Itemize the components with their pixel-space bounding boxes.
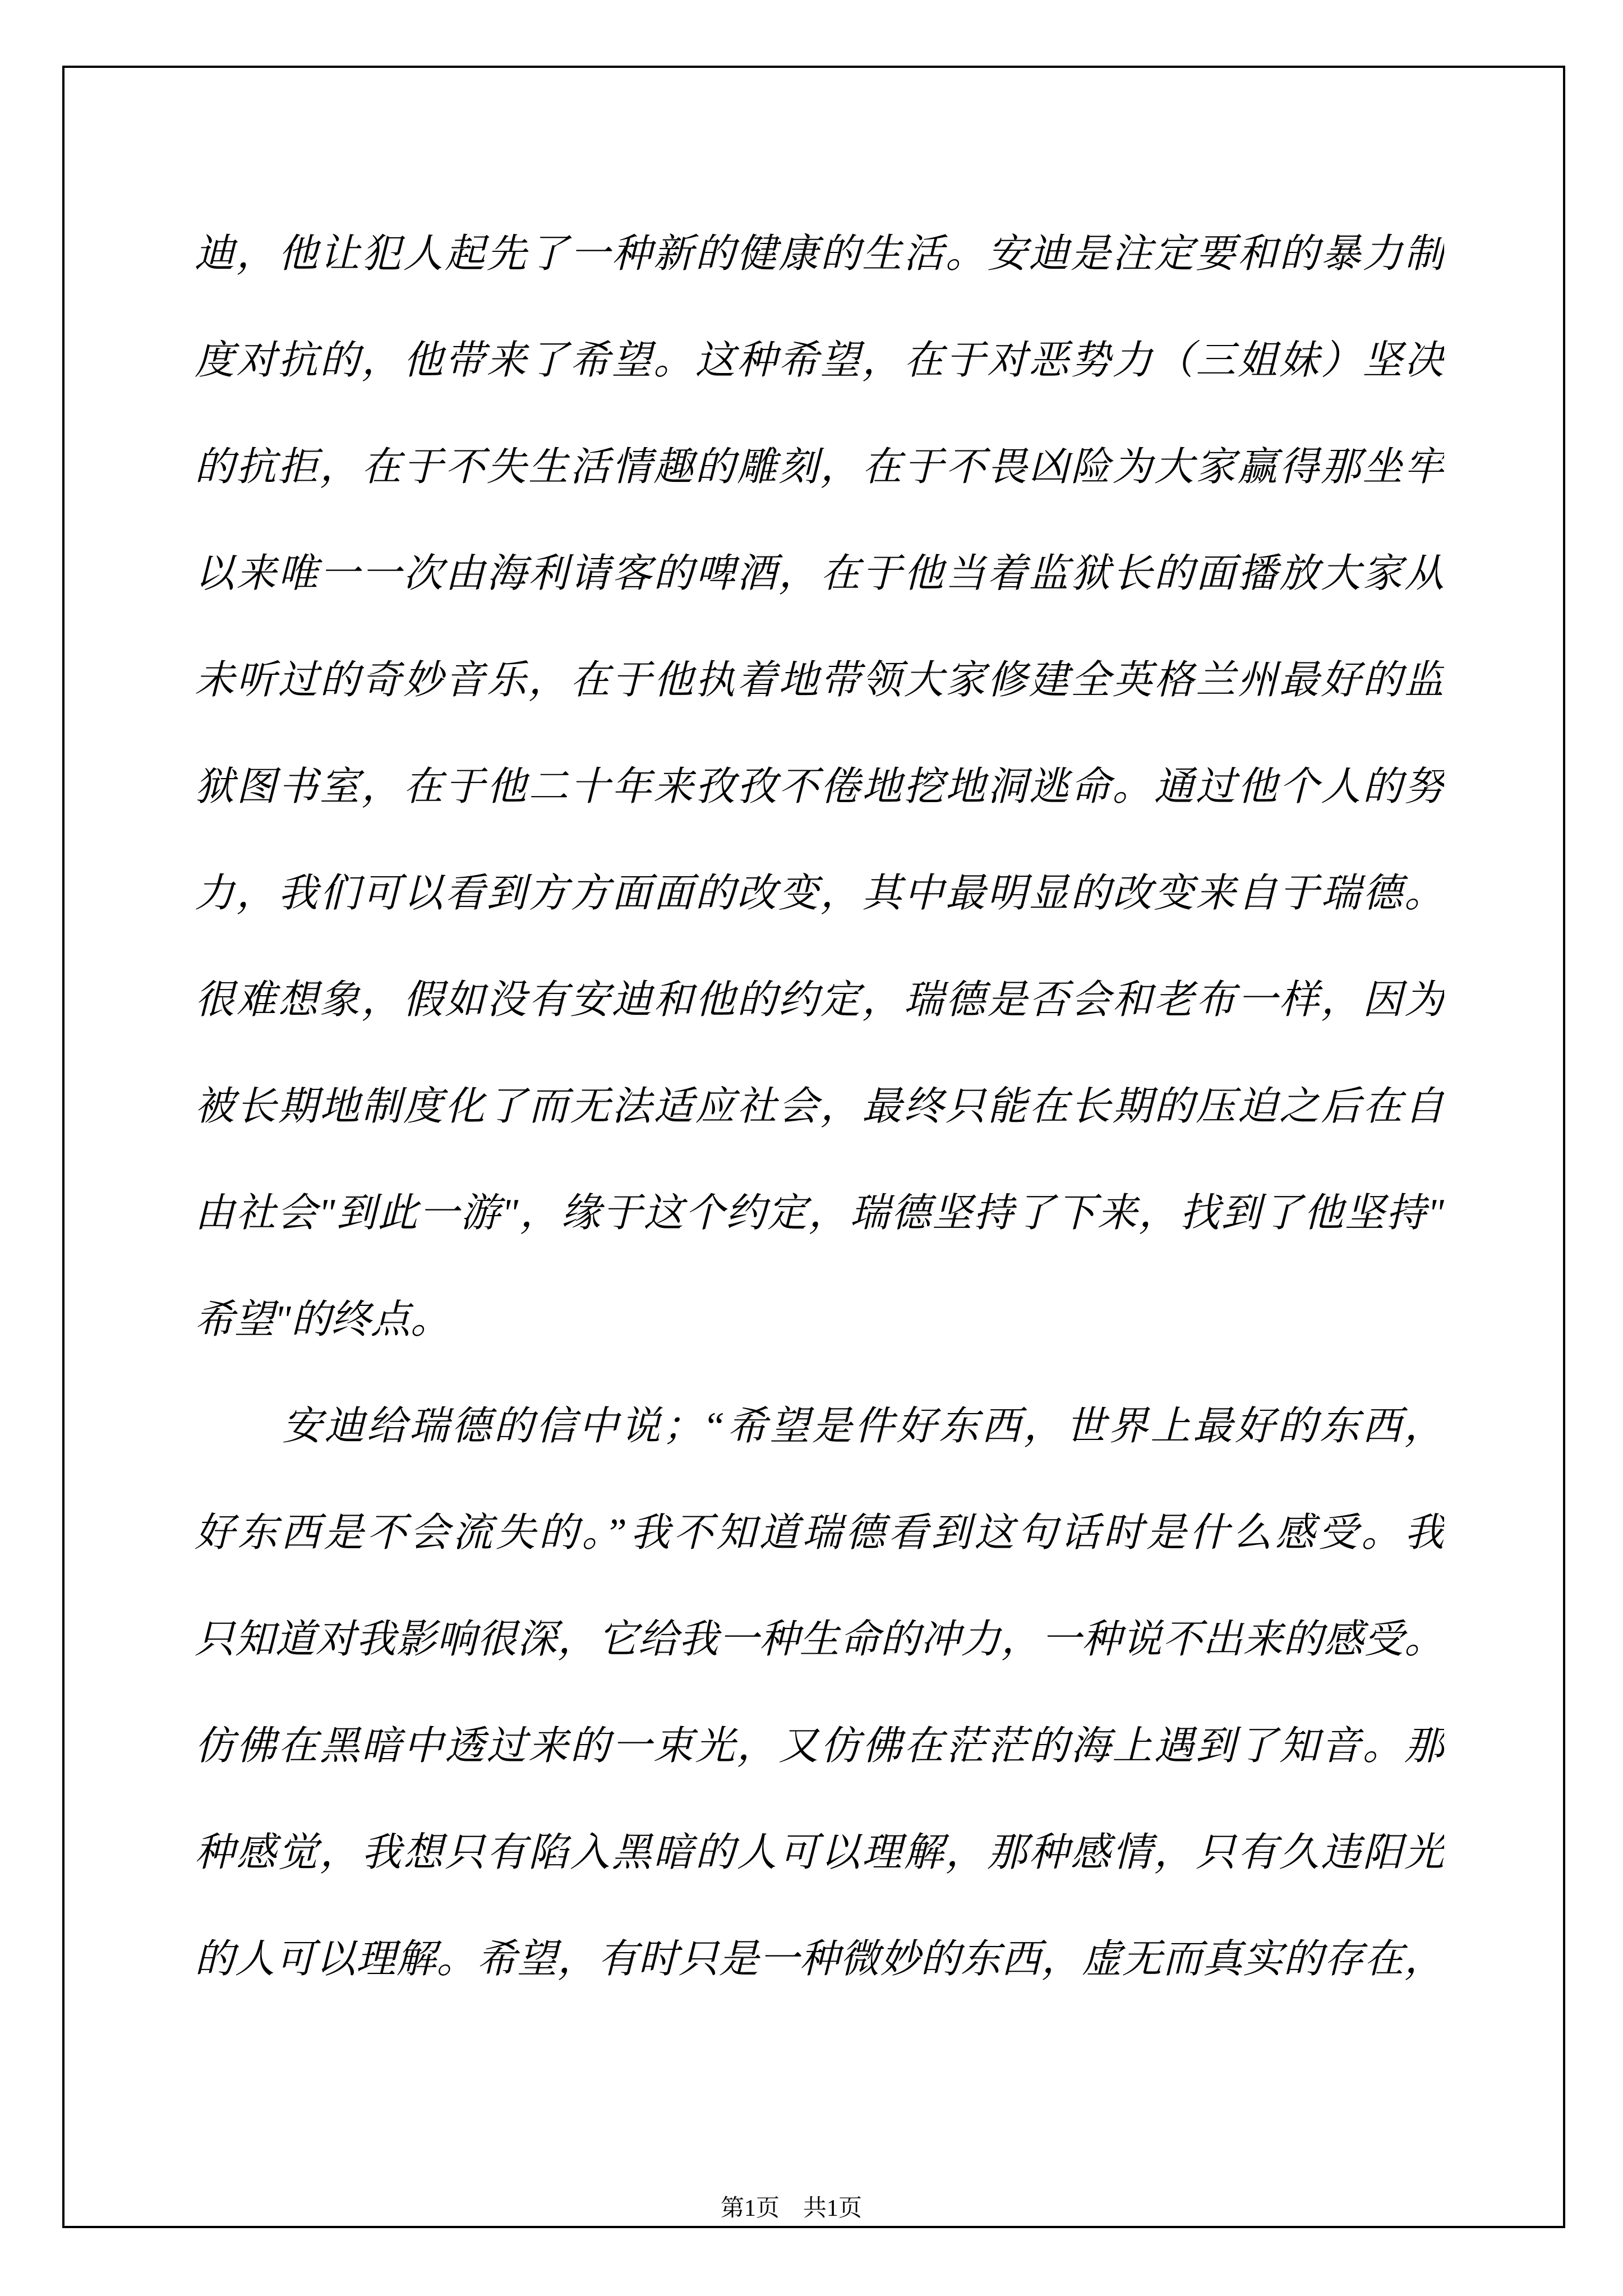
text-line: 仿佛在黑暗中透过来的一束光，又仿佛在茫茫的海上遇到了知音。那 xyxy=(195,1724,1444,1768)
text-line: 好东西是不会流失的。”我不知道瑞德看到这句话时是什么感受。我 xyxy=(195,1511,1444,1555)
text-line: 狱图书室，在于他二十年来孜孜不倦地挖地洞逃命。通过他个人的努 xyxy=(195,765,1444,809)
text-line: 力，我们可以看到方方面面的改变，其中最明显的改变来自于瑞德。 xyxy=(195,872,1444,915)
text-line: 很难想象，假如没有安迪和他的约定，瑞德是否会和老布一样，因为 xyxy=(195,978,1444,1022)
text-line: 种感觉，我想只有陷入黑暗的人可以理解，那种感情，只有久违阳光 xyxy=(195,1831,1444,1875)
text-line: 度对抗的，他带来了希望。这种希望，在于对恶势力（三姐妹）坚决 xyxy=(195,339,1444,383)
page-number-indicator: 第1页 共1页 xyxy=(720,2196,862,2221)
text-line: 以来唯一一次由海利请客的啤酒，在于他当着监狱长的面播放大家从 xyxy=(195,552,1444,596)
page-border xyxy=(62,66,1565,2228)
text-line: 希望"的终点。 xyxy=(195,1298,450,1342)
document-body xyxy=(195,201,1444,2013)
text-line: 未听过的奇妙音乐，在于他执着地带领大家修建全英格兰州最好的监 xyxy=(195,659,1444,702)
text-line: 被长期地制度化了而无法适应社会，最终只能在长期的压迫之后在自 xyxy=(195,1085,1444,1129)
text-line: 的抗拒，在于不失生活情趣的雕刻，在于不畏凶险为大家赢得那坐牢 xyxy=(195,445,1444,489)
page-footer xyxy=(64,2193,1563,2224)
text-line: 只知道对我影响很深，它给我一种生命的冲力，一种说不出来的感受。 xyxy=(195,1618,1444,1662)
text-line: 由社会"到此一游"，缘于这个约定，瑞德坚持了下来，找到了他坚持" xyxy=(195,1191,1444,1235)
text-line: 迪，他让犯人起先了一种新的健康的生活。安迪是注定要和的暴力制 xyxy=(195,232,1444,276)
text-line: 安迪给瑞德的信中说；“希望是件好东西，世界上最好的东西， xyxy=(282,1405,1444,1448)
text-line: 的人可以理解。希望，有时只是一种微妙的东西，虚无而真实的存在， xyxy=(195,1938,1444,1981)
